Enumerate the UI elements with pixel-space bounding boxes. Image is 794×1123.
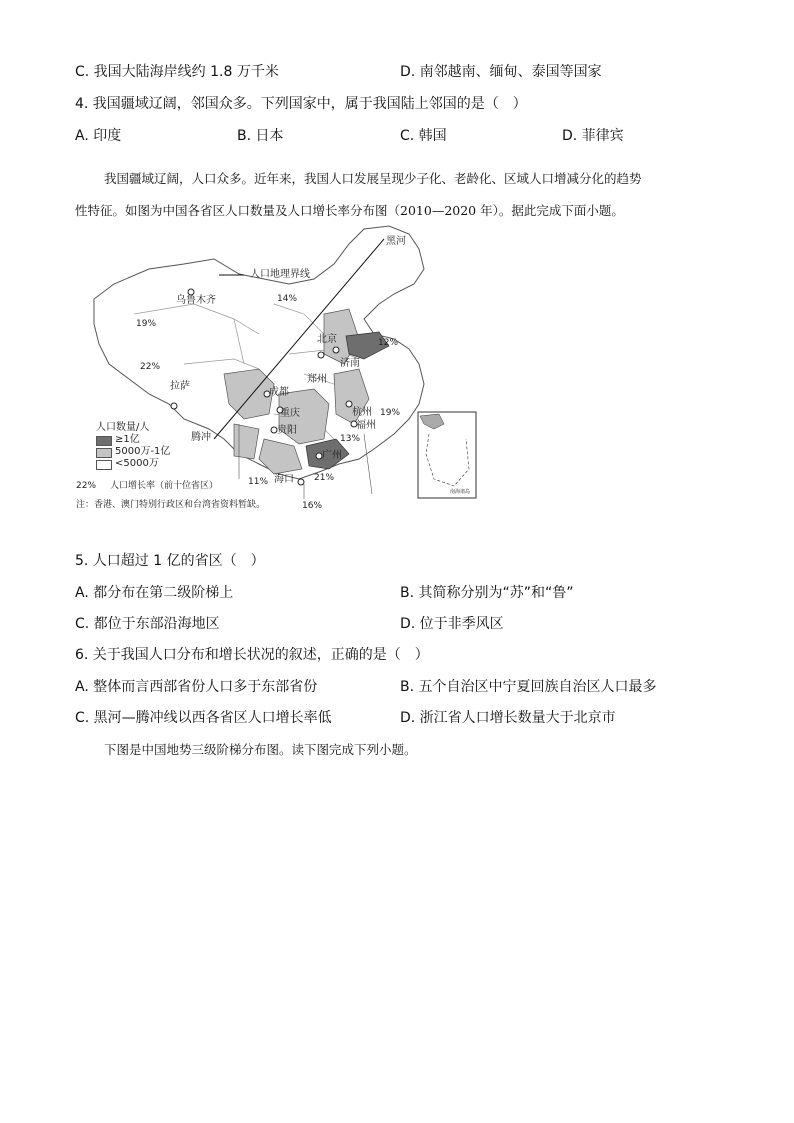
rate-label-14: 14% [277, 294, 298, 304]
city-jinan: 济南 [340, 358, 360, 369]
legend-line-label: 人口地理界线 [250, 269, 310, 280]
q5-option-a: A. 都分布在第二级阶梯上 [75, 585, 234, 601]
city-heihe: 黑河 [386, 236, 406, 247]
rate-label-12: 12% [378, 338, 399, 348]
map-note: 注：香港、澳门特别行政区和台湾省资料暂缺。 [76, 500, 266, 510]
option-d-south-neighbors: D. 南邻越南、缅甸、泰国等国家 [400, 64, 602, 80]
legend-rate-note: 人口增长率（前十位省区） [110, 481, 219, 491]
city-guiyang: 贵阳 [277, 425, 297, 436]
q4-option-d: D. 菲律宾 [562, 128, 624, 144]
inset-label: 南海诸岛 [450, 489, 471, 495]
intro-line-2: 性特征。如图为中国各省区人口数量及人口增长率分布图（2010—2020 年）。据此完成下面小题。 [75, 203, 624, 218]
q4-stem: 4. 我国疆域辽阔，邻国众多。下列国家中，属于我国陆上邻国的是（ ） [75, 96, 527, 112]
q4-option-c: C. 韩国 [400, 128, 447, 144]
legend-item-low: <5000万 [115, 458, 159, 469]
q4-option-b: B. 日本 [237, 128, 284, 144]
rate-label-19-east: 19% [380, 408, 401, 418]
legend-rate-sample: 22% [76, 481, 97, 491]
q6-stem: 6. 关于我国人口分布和增长状况的叙述，正确的是（ ） [75, 647, 429, 663]
city-haikou: 海口 [274, 474, 294, 485]
q6-option-d: D. 浙江省人口增长数量大于北京市 [400, 710, 616, 726]
city-chengdu: 成都 [269, 387, 289, 398]
legend-swatch-mid [96, 448, 112, 458]
option-c-coastline: C. 我国大陆海岸线约 1.8 万千米 [75, 64, 279, 80]
rate-label-11: 11% [248, 477, 269, 487]
legend-swatch-low [96, 460, 112, 470]
rate-label-16: 16% [302, 501, 323, 511]
q5-option-c: C. 都位于东部沿海地区 [75, 616, 220, 632]
city-zhengzhou: 郑州 [307, 374, 327, 385]
intro-line-1: 我国疆域辽阔，人口众多。近年来，我国人口发展呈现少子化、老龄化、区域人口增减分化的趋势 [104, 171, 642, 186]
city-guangzhou: 广州 [322, 450, 342, 461]
next-section-intro: 下图是中国地势三级阶梯分布图。读下图完成下列小题。 [104, 742, 417, 757]
rate-label-22: 22% [140, 362, 161, 372]
legend-title: 人口数量/人 [96, 422, 150, 433]
q4-option-a: A. 印度 [75, 128, 122, 144]
rate-label-13: 13% [340, 434, 361, 444]
q6-option-c: C. 黑河—腾冲线以西各省区人口增长率低 [75, 710, 332, 726]
city-urumqi: 乌鲁木齐 [176, 295, 216, 306]
city-chongqing: 重庆 [280, 408, 300, 419]
legend-item-mid: 5000万-1亿 [115, 446, 171, 457]
city-tengchong: 腾冲 [191, 432, 211, 443]
q5-stem: 5. 人口超过 1 亿的省区（ ） [75, 553, 265, 569]
map-drawing [74, 224, 484, 514]
rate-label-21: 21% [314, 473, 335, 483]
q6-option-b: B. 五个自治区中宁夏回族自治区人口最多 [400, 679, 657, 695]
china-population-map [74, 224, 484, 514]
legend-swatch-high [96, 436, 112, 446]
city-lhasa: 拉萨 [170, 381, 190, 392]
q5-option-b: B. 其简称分别为“苏”和“鲁” [400, 585, 574, 601]
city-hangzhou: 杭州 [352, 407, 372, 418]
rate-label-19-west: 19% [136, 319, 157, 329]
q5-option-d: D. 位于非季风区 [400, 616, 504, 632]
q6-option-a: A. 整体而言西部省份人口多于东部省份 [75, 679, 318, 695]
legend-item-high: ≥1亿 [115, 434, 140, 445]
city-fuzhou: 福州 [356, 420, 376, 431]
city-beijing: 北京 [317, 334, 337, 345]
